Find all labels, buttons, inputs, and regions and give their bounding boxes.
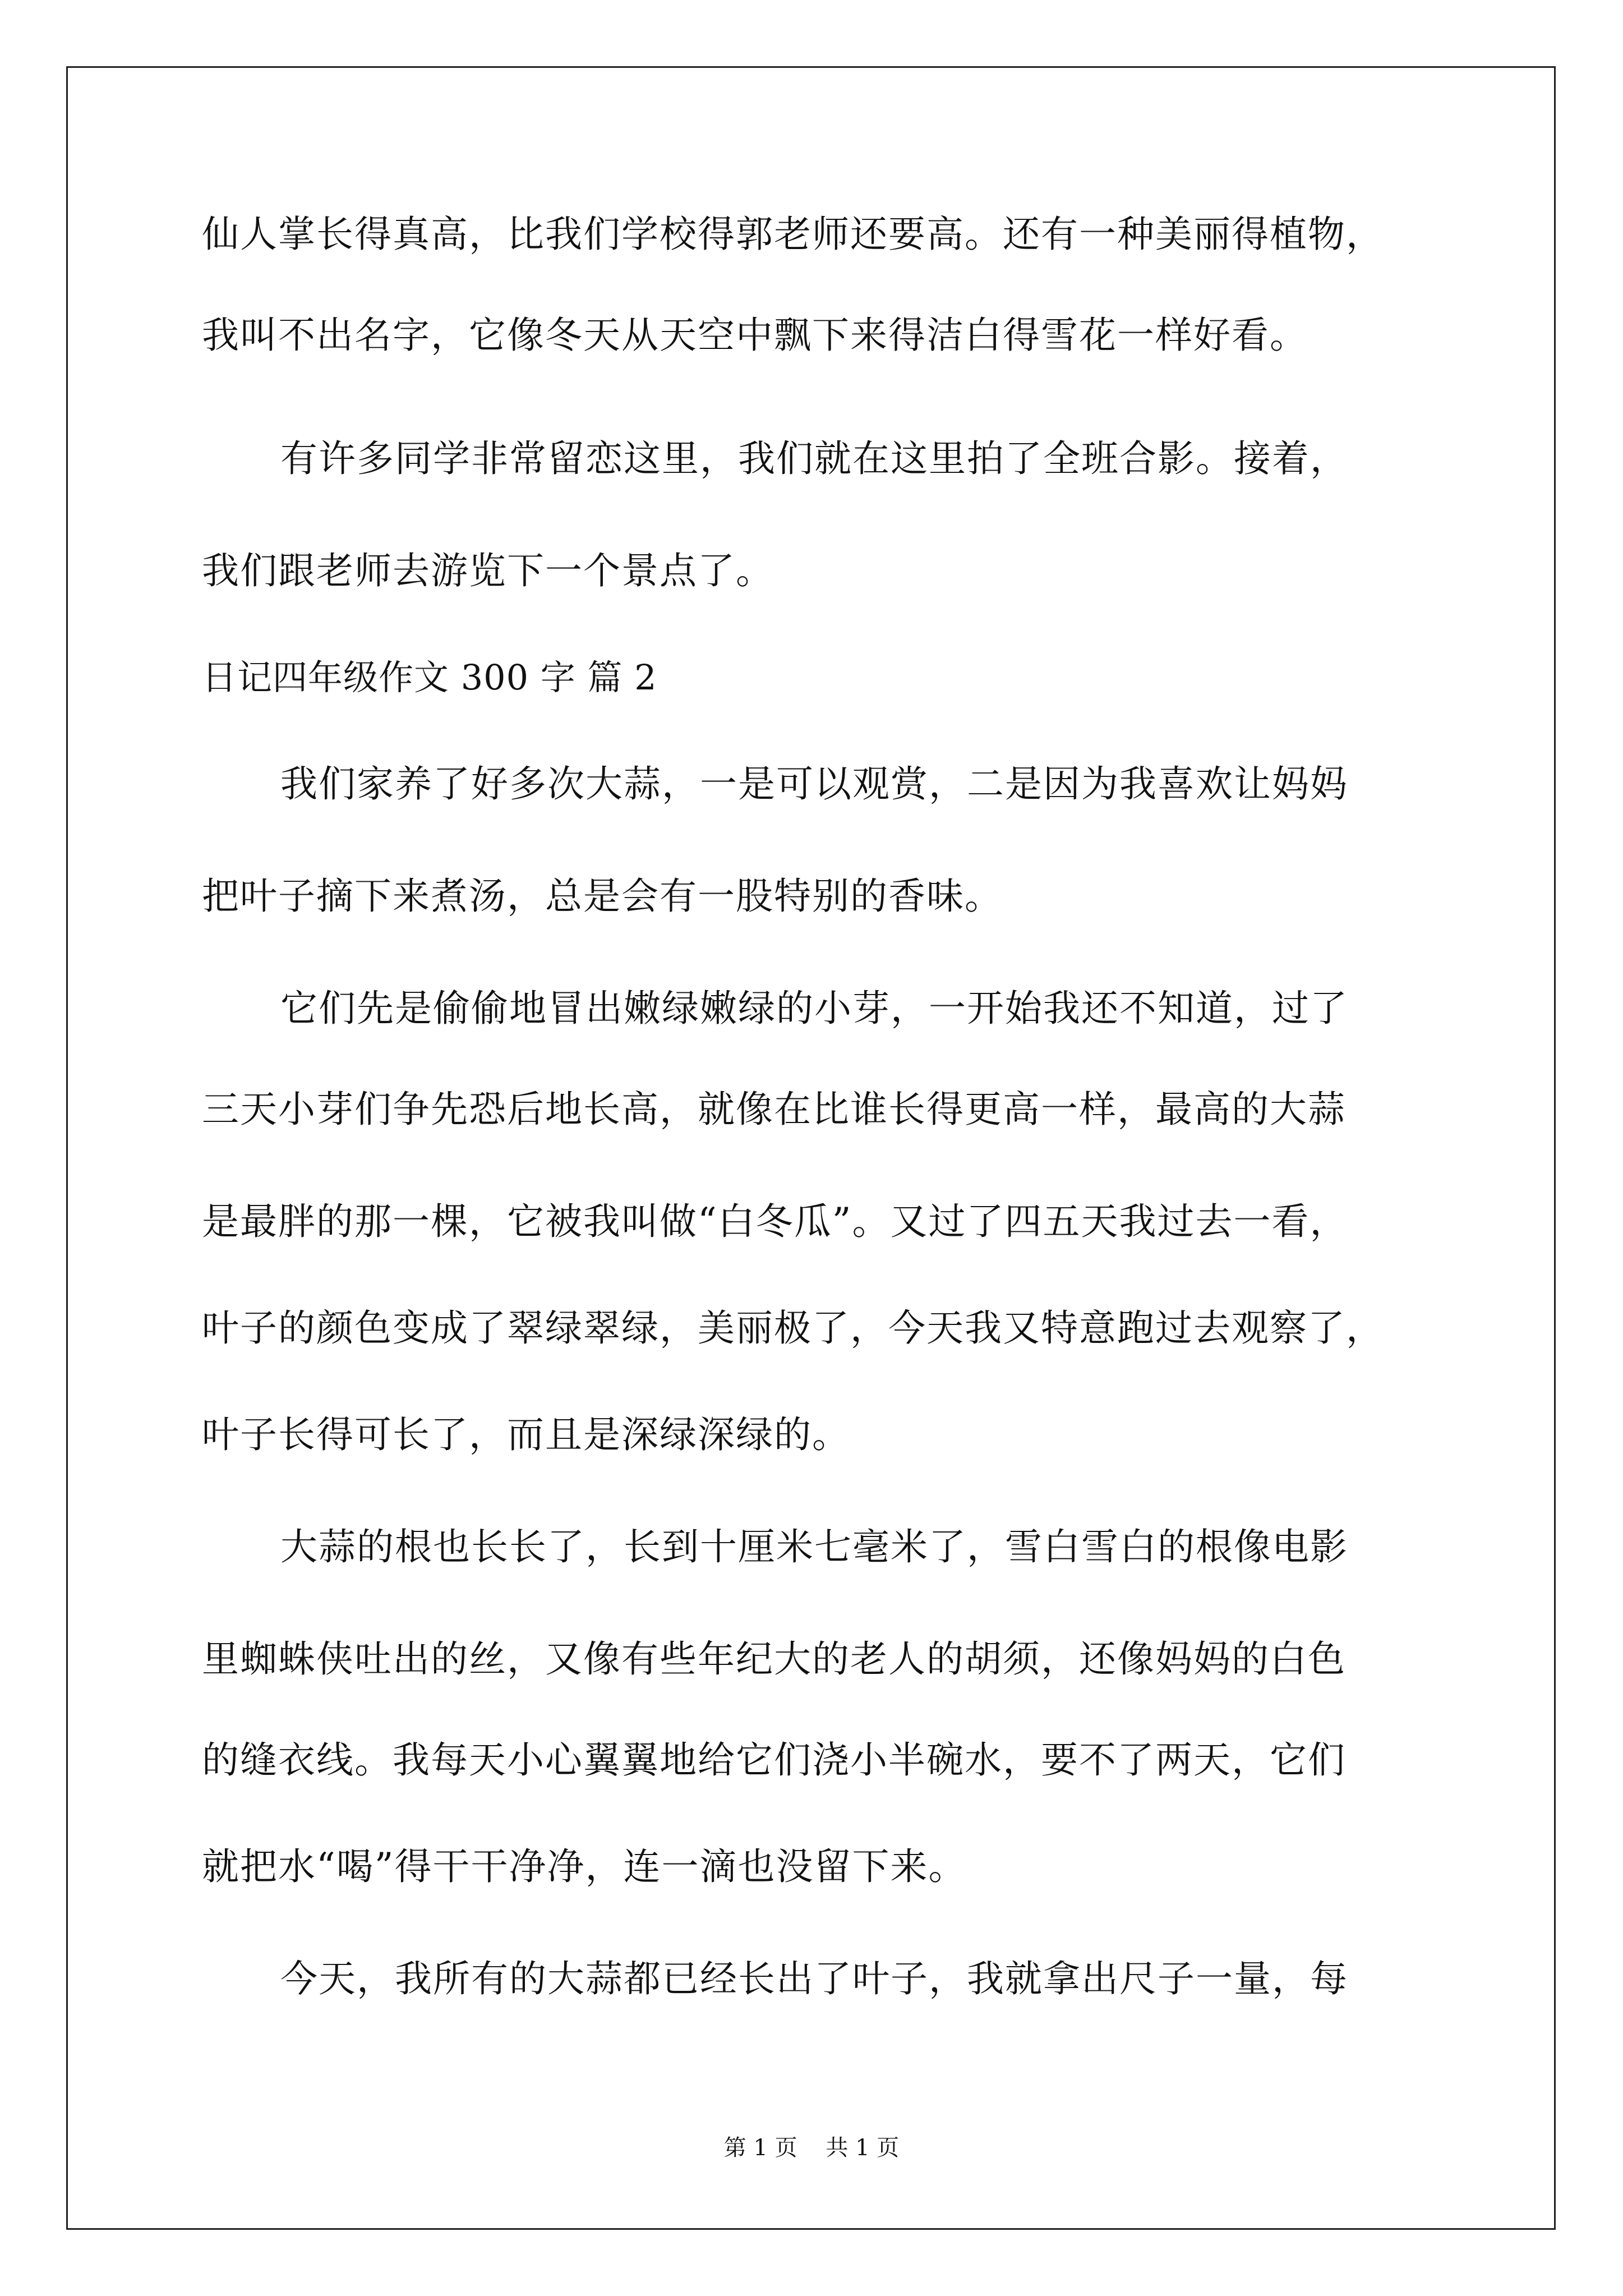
page-footer: 第 1 页 共 1 页: [723, 2135, 900, 2161]
text-line: 就把水“喝”得干干净净，连一滴也没留下来。: [202, 1845, 967, 1888]
text-line: 仙人掌长得真高，比我们学校得郭老师还要高。还有一种美丽得植物，: [202, 213, 1384, 256]
section-heading: 日记四年级作文 300 字 篇 2: [202, 657, 657, 698]
text-line: 叶子的颜色变成了翠绿翠绿，美丽极了，今天我又特意跑过去观察了，: [202, 1306, 1384, 1350]
text-line: 里蜘蛛侠吐出的丝，又像有些年纪大的老人的胡须，还像妈妈的白色: [202, 1637, 1346, 1681]
page-border: [66, 66, 1556, 2230]
text-line: 的缝衣线。我每天小心翼翼地给它们浇小半碗水，要不了两天，它们: [202, 1738, 1346, 1782]
text-line: 我叫不出名字，它像冬天从天空中飘下来得洁白得雪花一样好看。: [202, 314, 1308, 357]
paragraph-start-line: 有许多同学非常留恋这里，我们就在这里拍了全班合影。接着，: [280, 437, 1348, 480]
text-line: 三天小芽们争先恐后地长高，就像在比谁长得更高一样，最高的大蒜: [202, 1088, 1346, 1131]
text-line: 我们跟老师去游览下一个景点了。: [202, 549, 774, 592]
text-line: 把叶子摘下来煮汤，总是会有一股特别的香味。: [202, 875, 1003, 918]
text-line: 叶子长得可长了，而且是深绿深绿的。: [202, 1413, 850, 1456]
paragraph-start-line: 大蒜的根也长长了，长到十厘米七毫米了，雪白雪白的根像电影: [280, 1525, 1348, 1568]
paragraph-start-line: 今天，我所有的大蒜都已经长出了叶子，我就拿出尺子一量，每: [280, 1957, 1348, 2000]
paragraph-start-line: 它们先是偷偷地冒出嫩绿嫩绿的小芽，一开始我还不知道，过了: [280, 987, 1348, 1030]
paragraph-start-line: 我们家养了好多次大蒜，一是可以观赏，二是因为我喜欢让妈妈: [280, 762, 1348, 806]
text-line: 是最胖的那一棵，它被我叫做“白冬瓜”。又过了四五天我过去一看，: [202, 1200, 1348, 1243]
